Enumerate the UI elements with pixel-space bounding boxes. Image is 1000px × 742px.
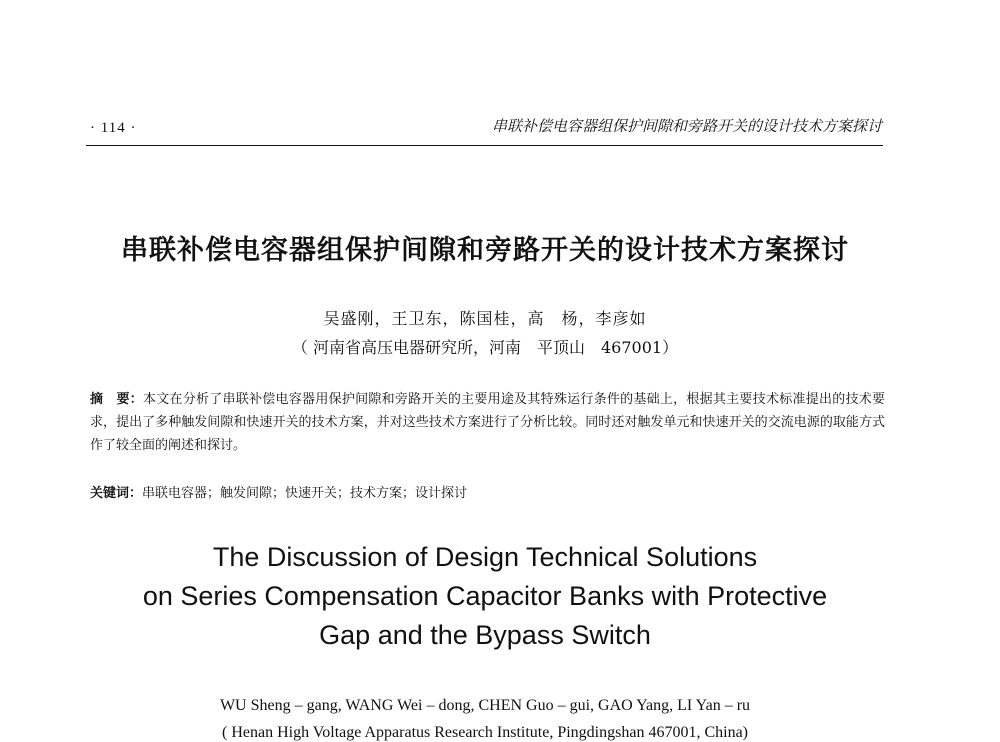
english-authors: WU Sheng – gang, WANG Wei – dong, CHEN Guo – gui, GAO Yang, LI Yan – ru: [219, 697, 751, 714]
page-number: · 114 ·: [90, 120, 137, 136]
english-title: [0, 538, 970, 655]
abstract-text: 本文在分析了串联补偿电容器用保护间隙和旁路开关的主要用途及其特殊运行条件的基础上，根据其主要技术标准提出的技术要求，提出了多种触发间隙和快速开关的技术方案，并对这些技术方案进行了分析比较。同时还对触发单元和快速开关的交流电源的取能方式作了较全面的阐述和探讨。: [90, 392, 885, 453]
chinese-title: 串联补偿电容器组保护间隙和旁路开关的设计技术方案探讨: [121, 235, 849, 266]
abstract-label: 摘 要：: [90, 392, 144, 407]
chinese-affiliation: （ 河南省高压电器研究所，河南 平顶山 467001）: [291, 338, 679, 357]
keywords-label: 关键词：: [90, 486, 143, 501]
keywords: [90, 482, 885, 505]
english-title-line-1: The Discussion of Design Technical Solutions: [212, 542, 758, 572]
keywords-text: 串联电容器；触发间隙；快速开关；技术方案；设计探讨: [142, 486, 468, 501]
header-rule: [86, 145, 883, 146]
abstract: [90, 388, 885, 457]
running-title: 串联补偿电容器组保护间隙和旁路开关的设计技术方案探讨: [491, 117, 882, 135]
english-title-line-2: on Series Compensation Capacitor Banks with Protective: [142, 581, 828, 611]
english-affiliation: ( Henan High Voltage Apparatus Research Institute, Pingdingshan 467001, China): [222, 724, 748, 741]
chinese-authors: 吴盛刚，王卫东，陈国桂，高 杨，李彦如: [323, 309, 647, 328]
english-title-line-3: Gap and the Bypass Switch: [319, 620, 651, 650]
